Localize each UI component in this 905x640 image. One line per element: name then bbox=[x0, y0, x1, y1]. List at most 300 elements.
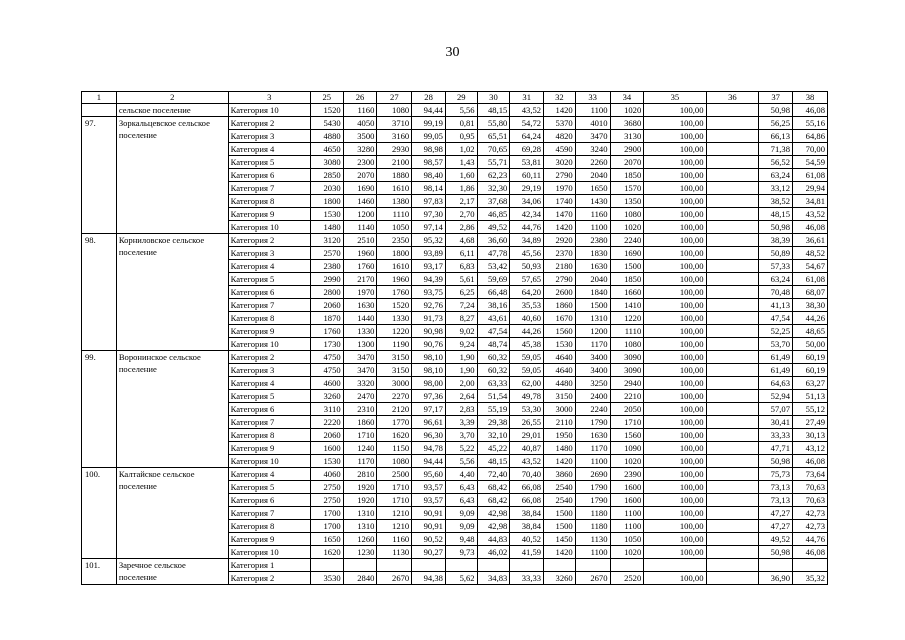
value-cell: 1620 bbox=[377, 429, 412, 442]
value-cell: 100,00 bbox=[644, 286, 706, 299]
value-cell: 1160 bbox=[343, 104, 377, 117]
value-cell: 4600 bbox=[310, 377, 343, 390]
value-cell: 1760 bbox=[310, 325, 343, 338]
value-cell: 100,00 bbox=[644, 247, 706, 260]
value-cell: 1570 bbox=[610, 182, 644, 195]
table-row bbox=[82, 559, 828, 572]
value-cell: 100,00 bbox=[644, 117, 706, 130]
value-cell bbox=[706, 169, 759, 182]
value-cell: 100,00 bbox=[644, 169, 706, 182]
value-cell: 1420 bbox=[544, 546, 576, 559]
value-cell: 36,60 bbox=[477, 234, 510, 247]
value-cell: 2370 bbox=[544, 247, 576, 260]
value-cell: 1480 bbox=[310, 221, 343, 234]
value-cell: 29,01 bbox=[510, 429, 544, 442]
value-cell: 57,07 bbox=[759, 403, 793, 416]
value-cell: 72,40 bbox=[477, 468, 510, 481]
value-cell: 3000 bbox=[377, 377, 412, 390]
value-cell bbox=[706, 429, 759, 442]
value-cell: 3320 bbox=[343, 377, 377, 390]
value-cell: 94,44 bbox=[412, 455, 446, 468]
category-cell: Категория 7 bbox=[228, 507, 310, 520]
value-cell: 1230 bbox=[343, 546, 377, 559]
value-cell bbox=[706, 234, 759, 247]
value-cell: 1860 bbox=[343, 416, 377, 429]
value-cell: 50,98 bbox=[759, 221, 793, 234]
value-cell: 33,33 bbox=[759, 429, 793, 442]
value-cell: 1530 bbox=[544, 338, 576, 351]
value-cell: 93,57 bbox=[412, 481, 446, 494]
category-cell: Категория 5 bbox=[228, 390, 310, 403]
value-cell: 37,68 bbox=[477, 195, 510, 208]
value-cell bbox=[706, 182, 759, 195]
value-cell: 61,49 bbox=[759, 364, 793, 377]
value-cell: 1770 bbox=[377, 416, 412, 429]
value-cell: 1080 bbox=[610, 208, 644, 221]
value-cell: 55,80 bbox=[477, 117, 510, 130]
value-cell: 44,26 bbox=[510, 325, 544, 338]
value-cell: 63,27 bbox=[793, 377, 828, 390]
value-cell: 57,65 bbox=[510, 273, 544, 286]
value-cell: 100,00 bbox=[644, 572, 706, 585]
category-cell: Категория 4 bbox=[228, 377, 310, 390]
column-header: 28 bbox=[412, 92, 446, 104]
value-cell bbox=[575, 559, 610, 572]
value-cell: 90,91 bbox=[412, 520, 446, 533]
value-cell: 1960 bbox=[377, 273, 412, 286]
value-cell: 1500 bbox=[544, 520, 576, 533]
value-cell: 1020 bbox=[610, 221, 644, 234]
value-cell: 1430 bbox=[575, 195, 610, 208]
value-cell: 54,59 bbox=[793, 156, 828, 169]
value-cell: 2350 bbox=[377, 234, 412, 247]
value-cell: 1330 bbox=[377, 312, 412, 325]
value-cell: 2750 bbox=[310, 494, 343, 507]
value-cell: 100,00 bbox=[644, 143, 706, 156]
value-cell: 3470 bbox=[575, 130, 610, 143]
category-cell: Категория 8 bbox=[228, 312, 310, 325]
value-cell: 1420 bbox=[544, 104, 576, 117]
value-cell: 94,78 bbox=[412, 442, 446, 455]
value-cell bbox=[706, 533, 759, 546]
value-cell: 100,00 bbox=[644, 156, 706, 169]
column-header: 30 bbox=[477, 92, 510, 104]
value-cell: 2,64 bbox=[445, 390, 477, 403]
table-row bbox=[82, 468, 828, 481]
value-cell bbox=[510, 559, 544, 572]
value-cell: 34,89 bbox=[510, 234, 544, 247]
category-cell: Категория 2 bbox=[228, 117, 310, 130]
value-cell: 100,00 bbox=[644, 533, 706, 546]
value-cell: 2790 bbox=[544, 273, 576, 286]
value-cell: 98,98 bbox=[412, 143, 446, 156]
value-cell: 100,00 bbox=[644, 260, 706, 273]
value-cell: 1330 bbox=[343, 325, 377, 338]
value-cell: 1500 bbox=[610, 260, 644, 273]
column-header: 25 bbox=[310, 92, 343, 104]
value-cell: 47,54 bbox=[477, 325, 510, 338]
value-cell: 9,24 bbox=[445, 338, 477, 351]
value-cell: 51,13 bbox=[793, 390, 828, 403]
value-cell bbox=[706, 221, 759, 234]
value-cell: 99,19 bbox=[412, 117, 446, 130]
value-cell: 4880 bbox=[310, 130, 343, 143]
value-cell: 64,20 bbox=[510, 286, 544, 299]
value-cell: 2270 bbox=[377, 390, 412, 403]
value-cell: 1,60 bbox=[445, 169, 477, 182]
value-cell: 41,13 bbox=[759, 299, 793, 312]
value-cell: 2070 bbox=[610, 156, 644, 169]
value-cell: 1020 bbox=[610, 104, 644, 117]
value-cell: 100,00 bbox=[644, 429, 706, 442]
value-cell: 100,00 bbox=[644, 299, 706, 312]
value-cell: 1920 bbox=[343, 494, 377, 507]
value-cell: 2900 bbox=[610, 143, 644, 156]
value-cell: 50,93 bbox=[510, 260, 544, 273]
value-cell: 1310 bbox=[343, 520, 377, 533]
value-cell: 68,42 bbox=[477, 481, 510, 494]
value-cell: 5,56 bbox=[445, 104, 477, 117]
column-header: 27 bbox=[377, 92, 412, 104]
value-cell: 1130 bbox=[575, 533, 610, 546]
value-cell: 73,13 bbox=[759, 494, 793, 507]
category-cell: Категория 6 bbox=[228, 286, 310, 299]
value-cell: 38,84 bbox=[510, 507, 544, 520]
category-cell: Категория 3 bbox=[228, 364, 310, 377]
value-cell: 90,91 bbox=[412, 507, 446, 520]
value-cell: 27,49 bbox=[793, 416, 828, 429]
value-cell: 47,54 bbox=[759, 312, 793, 325]
value-cell: 66,13 bbox=[759, 130, 793, 143]
value-cell: 30,41 bbox=[759, 416, 793, 429]
value-cell: 1790 bbox=[575, 494, 610, 507]
value-cell: 1180 bbox=[575, 507, 610, 520]
value-cell bbox=[706, 559, 759, 572]
value-cell: 1420 bbox=[544, 455, 576, 468]
value-cell: 5370 bbox=[544, 117, 576, 130]
value-cell: 1500 bbox=[575, 299, 610, 312]
value-cell: 1670 bbox=[544, 312, 576, 325]
value-cell: 1,43 bbox=[445, 156, 477, 169]
value-cell: 36,61 bbox=[793, 234, 828, 247]
value-cell: 1710 bbox=[343, 429, 377, 442]
value-cell: 1460 bbox=[343, 195, 377, 208]
value-cell: 73,64 bbox=[793, 468, 828, 481]
value-cell: 46,08 bbox=[793, 455, 828, 468]
value-cell: 1920 bbox=[343, 481, 377, 494]
settlement-number: 97. bbox=[82, 117, 117, 234]
value-cell: 2210 bbox=[610, 390, 644, 403]
value-cell: 2470 bbox=[343, 390, 377, 403]
value-cell bbox=[445, 559, 477, 572]
value-cell bbox=[706, 156, 759, 169]
value-cell: 96,30 bbox=[412, 429, 446, 442]
value-cell: 35,32 bbox=[793, 572, 828, 585]
value-cell: 66,08 bbox=[510, 494, 544, 507]
value-cell: 61,08 bbox=[793, 273, 828, 286]
value-cell: 1850 bbox=[610, 273, 644, 286]
value-cell: 1220 bbox=[377, 325, 412, 338]
value-cell: 2,00 bbox=[445, 377, 477, 390]
value-cell: 1970 bbox=[343, 286, 377, 299]
value-cell: 1310 bbox=[575, 312, 610, 325]
value-cell: 2300 bbox=[343, 156, 377, 169]
value-cell: 4060 bbox=[310, 468, 343, 481]
value-cell: 1300 bbox=[343, 338, 377, 351]
value-cell: 3000 bbox=[544, 403, 576, 416]
column-header: 1 bbox=[82, 92, 117, 104]
value-cell: 47,78 bbox=[477, 247, 510, 260]
value-cell: 9,02 bbox=[445, 325, 477, 338]
value-cell: 2310 bbox=[343, 403, 377, 416]
value-cell: 44,26 bbox=[793, 312, 828, 325]
value-cell: 4590 bbox=[544, 143, 576, 156]
value-cell: 29,19 bbox=[510, 182, 544, 195]
value-cell: 1960 bbox=[343, 247, 377, 260]
value-cell: 2180 bbox=[544, 260, 576, 273]
value-cell: 53,81 bbox=[510, 156, 544, 169]
value-cell: 3090 bbox=[610, 351, 644, 364]
category-cell: Категория 6 bbox=[228, 403, 310, 416]
value-cell: 3110 bbox=[310, 403, 343, 416]
value-cell: 70,48 bbox=[759, 286, 793, 299]
value-cell: 1050 bbox=[610, 533, 644, 546]
value-cell: 66,08 bbox=[510, 481, 544, 494]
column-header: 35 bbox=[644, 92, 706, 104]
category-cell: Категория 6 bbox=[228, 494, 310, 507]
value-cell: 70,63 bbox=[793, 481, 828, 494]
value-cell bbox=[477, 559, 510, 572]
value-cell: 1710 bbox=[610, 416, 644, 429]
value-cell: 1620 bbox=[310, 546, 343, 559]
category-cell: Категория 8 bbox=[228, 520, 310, 533]
category-cell: Категория 7 bbox=[228, 416, 310, 429]
value-cell: 1100 bbox=[575, 221, 610, 234]
value-cell: 1440 bbox=[343, 312, 377, 325]
value-cell: 44,76 bbox=[793, 533, 828, 546]
category-cell: Категория 9 bbox=[228, 533, 310, 546]
value-cell: 48,65 bbox=[793, 325, 828, 338]
value-cell: 1080 bbox=[610, 338, 644, 351]
value-cell: 2600 bbox=[544, 286, 576, 299]
value-cell: 64,63 bbox=[759, 377, 793, 390]
value-cell: 71,38 bbox=[759, 143, 793, 156]
settlement-name: Корниловское сельское поселение bbox=[116, 234, 228, 351]
category-cell: Категория 10 bbox=[228, 546, 310, 559]
value-cell: 43,12 bbox=[793, 442, 828, 455]
value-cell bbox=[706, 143, 759, 156]
value-cell: 1800 bbox=[377, 247, 412, 260]
value-cell: 100,00 bbox=[644, 520, 706, 533]
value-cell: 2380 bbox=[310, 260, 343, 273]
category-cell: Категория 5 bbox=[228, 273, 310, 286]
value-cell: 100,00 bbox=[644, 364, 706, 377]
value-cell: 7,24 bbox=[445, 299, 477, 312]
value-cell bbox=[706, 260, 759, 273]
value-cell: 3150 bbox=[544, 390, 576, 403]
value-cell: 48,52 bbox=[793, 247, 828, 260]
value-cell: 54,67 bbox=[793, 260, 828, 273]
value-cell: 1470 bbox=[544, 208, 576, 221]
value-cell: 1220 bbox=[610, 312, 644, 325]
value-cell: 56,52 bbox=[759, 156, 793, 169]
column-header: 2 bbox=[116, 92, 228, 104]
value-cell: 1170 bbox=[575, 338, 610, 351]
value-cell: 1180 bbox=[575, 520, 610, 533]
value-cell: 93,75 bbox=[412, 286, 446, 299]
value-cell: 100,00 bbox=[644, 351, 706, 364]
value-cell bbox=[706, 325, 759, 338]
category-cell: Категория 3 bbox=[228, 130, 310, 143]
value-cell: 3530 bbox=[310, 572, 343, 585]
value-cell: 100,00 bbox=[644, 494, 706, 507]
value-cell: 100,00 bbox=[644, 130, 706, 143]
value-cell: 3500 bbox=[343, 130, 377, 143]
value-cell: 55,12 bbox=[793, 403, 828, 416]
value-cell: 1870 bbox=[310, 312, 343, 325]
value-cell: 100,00 bbox=[644, 273, 706, 286]
value-cell: 50,98 bbox=[759, 104, 793, 117]
value-cell bbox=[310, 559, 343, 572]
value-cell: 64,24 bbox=[510, 130, 544, 143]
value-cell: 1630 bbox=[575, 260, 610, 273]
value-cell: 1100 bbox=[610, 520, 644, 533]
value-cell: 48,15 bbox=[477, 455, 510, 468]
value-cell: 1200 bbox=[343, 208, 377, 221]
value-cell: 1880 bbox=[377, 169, 412, 182]
value-cell: 2790 bbox=[544, 169, 576, 182]
value-cell: 1100 bbox=[610, 507, 644, 520]
settlement-name: Воронинское сельское поселение bbox=[116, 351, 228, 468]
column-header: 34 bbox=[610, 92, 644, 104]
data-table bbox=[81, 91, 828, 585]
value-cell bbox=[706, 455, 759, 468]
value-cell: 1700 bbox=[310, 520, 343, 533]
value-cell bbox=[706, 481, 759, 494]
value-cell: 2390 bbox=[610, 468, 644, 481]
value-cell: 50,98 bbox=[759, 546, 793, 559]
value-cell: 50,89 bbox=[759, 247, 793, 260]
value-cell: 1650 bbox=[310, 533, 343, 546]
value-cell bbox=[706, 520, 759, 533]
value-cell: 1530 bbox=[310, 208, 343, 221]
value-cell bbox=[644, 559, 706, 572]
value-cell: 42,73 bbox=[793, 520, 828, 533]
value-cell: 41,59 bbox=[510, 546, 544, 559]
value-cell: 63,24 bbox=[759, 169, 793, 182]
value-cell: 68,07 bbox=[793, 286, 828, 299]
value-cell: 73,13 bbox=[759, 481, 793, 494]
value-cell: 91,73 bbox=[412, 312, 446, 325]
column-header: 36 bbox=[706, 92, 759, 104]
category-cell: Категория 2 bbox=[228, 351, 310, 364]
value-cell: 57,33 bbox=[759, 260, 793, 273]
value-cell: 65,51 bbox=[477, 130, 510, 143]
value-cell: 100,00 bbox=[644, 104, 706, 117]
value-cell: 1160 bbox=[377, 533, 412, 546]
column-header: 37 bbox=[759, 92, 793, 104]
value-cell: 56,25 bbox=[759, 117, 793, 130]
value-cell: 4640 bbox=[544, 351, 576, 364]
value-cell: 1210 bbox=[377, 520, 412, 533]
value-cell: 100,00 bbox=[644, 208, 706, 221]
value-cell: 63,24 bbox=[759, 273, 793, 286]
value-cell: 1660 bbox=[610, 286, 644, 299]
value-cell: 3860 bbox=[544, 468, 576, 481]
value-cell: 2060 bbox=[310, 429, 343, 442]
value-cell: 3020 bbox=[544, 156, 576, 169]
category-cell: Категория 10 bbox=[228, 104, 310, 117]
value-cell: 5,22 bbox=[445, 442, 477, 455]
value-cell: 54,72 bbox=[510, 117, 544, 130]
value-cell: 70,40 bbox=[510, 468, 544, 481]
value-cell: 59,05 bbox=[510, 364, 544, 377]
value-cell: 64,86 bbox=[793, 130, 828, 143]
category-cell: Категория 7 bbox=[228, 299, 310, 312]
value-cell: 69,28 bbox=[510, 143, 544, 156]
value-cell: 3080 bbox=[310, 156, 343, 169]
value-cell: 47,27 bbox=[759, 520, 793, 533]
value-cell: 2400 bbox=[575, 390, 610, 403]
column-header: 3 bbox=[228, 92, 310, 104]
value-cell: 30,13 bbox=[793, 429, 828, 442]
column-header: 29 bbox=[445, 92, 477, 104]
value-cell: 47,71 bbox=[759, 442, 793, 455]
value-cell: 42,34 bbox=[510, 208, 544, 221]
value-cell: 1090 bbox=[610, 442, 644, 455]
value-cell: 1420 bbox=[544, 221, 576, 234]
table-row bbox=[82, 234, 828, 247]
value-cell: 100,00 bbox=[644, 390, 706, 403]
value-cell: 95,60 bbox=[412, 468, 446, 481]
value-cell: 60,32 bbox=[477, 351, 510, 364]
value-cell: 45,56 bbox=[510, 247, 544, 260]
value-cell: 49,52 bbox=[759, 533, 793, 546]
value-cell: 93,57 bbox=[412, 494, 446, 507]
value-cell: 66,48 bbox=[477, 286, 510, 299]
column-header: 31 bbox=[510, 92, 544, 104]
value-cell: 100,00 bbox=[644, 546, 706, 559]
value-cell: 2500 bbox=[377, 468, 412, 481]
value-cell: 2260 bbox=[575, 156, 610, 169]
value-cell: 2060 bbox=[310, 299, 343, 312]
value-cell: 100,00 bbox=[644, 416, 706, 429]
value-cell: 3400 bbox=[575, 364, 610, 377]
value-cell: 53,70 bbox=[759, 338, 793, 351]
value-cell: 47,27 bbox=[759, 507, 793, 520]
value-cell: 1110 bbox=[377, 208, 412, 221]
value-cell: 2100 bbox=[377, 156, 412, 169]
value-cell: 1800 bbox=[310, 195, 343, 208]
settlement-number: 99. bbox=[82, 351, 117, 468]
value-cell: 0,95 bbox=[445, 130, 477, 143]
value-cell: 63,33 bbox=[477, 377, 510, 390]
value-cell: 1020 bbox=[610, 546, 644, 559]
value-cell: 1790 bbox=[575, 416, 610, 429]
column-header: 26 bbox=[343, 92, 377, 104]
value-cell: 1760 bbox=[343, 260, 377, 273]
value-cell: 3400 bbox=[575, 351, 610, 364]
value-cell: 49,78 bbox=[510, 390, 544, 403]
value-cell: 9,48 bbox=[445, 533, 477, 546]
value-cell: 100,00 bbox=[644, 481, 706, 494]
value-cell: 44,76 bbox=[510, 221, 544, 234]
settlement-name: Зоркальцевское сельское поселение bbox=[116, 117, 228, 234]
value-cell: 2030 bbox=[310, 182, 343, 195]
value-cell: 55,71 bbox=[477, 156, 510, 169]
value-cell: 3250 bbox=[575, 377, 610, 390]
value-cell: 9,09 bbox=[445, 520, 477, 533]
